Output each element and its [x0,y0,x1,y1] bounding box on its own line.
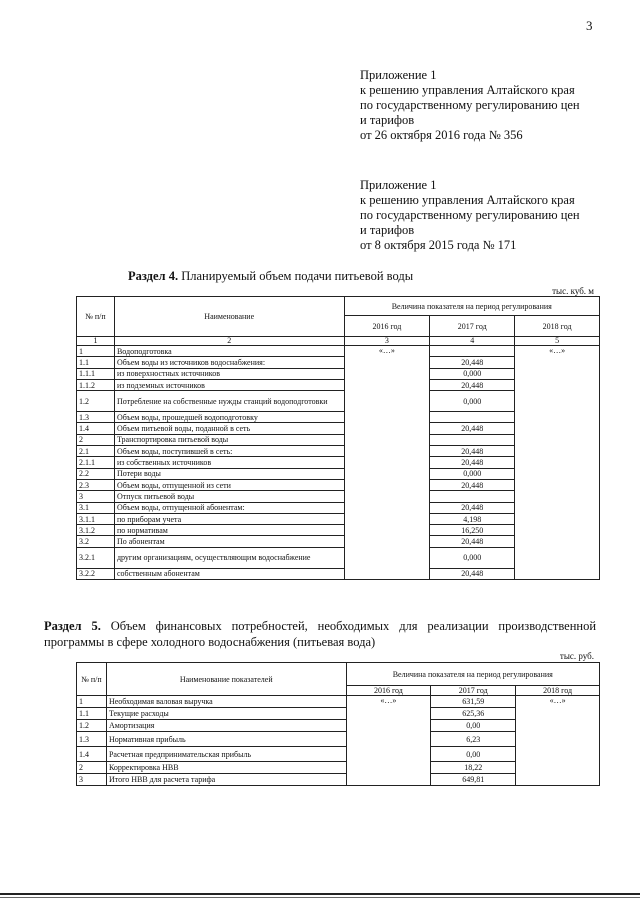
row-name: По абонентам [114,536,344,547]
row-number: 1 [77,696,107,708]
financial-needs-table [76,662,600,786]
header-2016: 2016 год [344,316,430,337]
value-2018: «…» [516,696,600,786]
appendix-line: и тарифов [360,223,415,237]
row-number: 3.1 [77,502,115,513]
row-number: 3.2 [77,536,115,547]
value-2017: 0,000 [430,468,515,479]
value-2017: 6,23 [431,732,516,747]
header-name: Наименование [114,297,344,337]
row-name: Транспортировка питьевой воды [114,434,344,445]
row-number: 1.4 [77,747,107,762]
section-5-title [44,618,596,650]
appendix-note-original [360,178,580,253]
row-number: 1.2 [77,391,115,412]
row-number: 1.4 [77,423,115,434]
value-2017: 631,59 [431,696,516,708]
table-row [77,346,600,357]
row-name: Потери воды [114,468,344,479]
section-4-heading: Планируемый объем подачи питьевой воды [181,269,414,283]
section-4-unit: тыс. куб. м [552,286,594,296]
row-name: Необходимая валовая выручка [106,696,346,708]
column-number: 2 [114,337,344,346]
row-name: Объем воды, отпущенной абонентам: [114,502,344,513]
row-name: из подземных источников [114,379,344,390]
column-number: 4 [430,337,515,346]
value-2017: 4,198 [430,513,515,524]
value-2017: 0,00 [431,720,516,732]
row-name: по приборам учета [114,513,344,524]
row-name: собственным абонентам [114,568,344,579]
value-2017: 20,448 [430,479,515,490]
row-name: Объем воды, прошедшей водоподготовку [114,412,344,423]
row-name: Водоподготовка [114,346,344,357]
column-number: 1 [77,337,115,346]
row-number: 1.1.2 [77,379,115,390]
header-name: Наименование показателей [106,663,346,696]
value-2017: 16,250 [430,525,515,536]
value-2017 [430,434,515,445]
value-2017: 20,448 [430,357,515,368]
header-2017: 2017 год [431,686,516,696]
value-2017 [430,491,515,502]
column-number: 5 [515,337,600,346]
row-name: Амортизация [106,720,346,732]
header-2018: 2018 год [516,686,600,696]
value-2018: «…» [515,346,600,580]
row-number: 3.2.1 [77,547,115,568]
table-row [77,696,600,708]
row-number: 2.1.1 [77,457,115,468]
value-2017: 20,448 [430,502,515,513]
section-4-title [128,268,413,284]
row-number: 2.1 [77,446,115,457]
header-2016: 2016 год [346,686,431,696]
row-name: Корректировка НВВ [106,762,346,774]
section-5-heading: Объем финансовых потребностей, необходимых для реализации производственной программы в сфере холодного водоснабжения (питьевая вода) [44,619,597,649]
appendix-line: по государственному регулированию цен [360,208,580,222]
value-2017 [430,412,515,423]
header-num: № п/п [77,663,107,696]
value-2016: «…» [344,346,430,580]
appendix-line: Приложение 1 [360,68,437,82]
row-name: другим организациям, осуществляющим водоснабжение [114,547,344,568]
row-name: Нормативная прибыль [106,732,346,747]
row-name: Отпуск питьевой воды [114,491,344,502]
row-name: Итого НВВ для расчета тарифа [106,774,346,786]
row-name: Объем воды, отпущенной из сети [114,479,344,490]
water-supply-volume-table [76,296,600,580]
row-name: Расчетная предпринимательская прибыль [106,747,346,762]
scan-bottom-edge-thin [0,897,640,898]
appendix-line: Приложение 1 [360,178,437,192]
row-number: 2.3 [77,479,115,490]
value-2017: 0,000 [430,391,515,412]
value-2017 [430,346,515,357]
row-number: 2 [77,762,107,774]
value-2017: 20,448 [430,446,515,457]
header-period: Величина показателя на период регулирования [346,663,600,686]
row-name: Текущие расходы [106,708,346,720]
row-number: 1.3 [77,732,107,747]
value-2017: 625,36 [431,708,516,720]
row-number: 1.1 [77,357,115,368]
value-2017: 0,00 [431,747,516,762]
appendix-line: от 26 октября 2016 года № 356 [360,128,523,142]
row-number: 3.2.2 [77,568,115,579]
page-number: 3 [586,18,593,33]
row-number: 1 [77,346,115,357]
row-name: Потребление на собственные нужды станций водоподготовки [114,391,344,412]
header-num: № п/п [77,297,115,337]
row-number: 1.2 [77,720,107,732]
row-name: по нормативам [114,525,344,536]
row-number: 3.1.2 [77,525,115,536]
value-2017: 0,000 [430,547,515,568]
row-name: Объем воды из источников водоснабжения: [114,357,344,368]
row-number: 3 [77,774,107,786]
appendix-line: и тарифов [360,113,415,127]
appendix-line: от 8 октября 2015 года № 171 [360,238,517,252]
header-2018: 2018 год [515,316,600,337]
section-5-unit: тыс. руб. [559,651,594,661]
row-number: 2 [77,434,115,445]
header-2017: 2017 год [430,316,515,337]
value-2017: 649,81 [431,774,516,786]
row-number: 1.1 [77,708,107,720]
row-name: из собственных источников [114,457,344,468]
row-number: 1.1.1 [77,368,115,379]
value-2017: 0,000 [430,368,515,379]
appendix-note-current [360,68,580,143]
row-number: 1.3 [77,412,115,423]
value-2017: 18,22 [431,762,516,774]
appendix-line: по государственному регулированию цен [360,98,580,112]
value-2017: 20,448 [430,379,515,390]
value-2017: 20,448 [430,536,515,547]
row-number: 3.1.1 [77,513,115,524]
header-period: Величина показателя на период регулирования [344,297,600,316]
row-number: 3 [77,491,115,502]
scan-bottom-edge [0,893,640,895]
row-name: из поверхностных источников [114,368,344,379]
value-2017: 20,448 [430,423,515,434]
value-2017: 20,448 [430,568,515,579]
appendix-line: к решению управления Алтайского края [360,83,575,97]
row-name: Объем воды, поступившей в сеть: [114,446,344,457]
value-2017: 20,448 [430,457,515,468]
value-2016: «…» [346,696,431,786]
appendix-line: к решению управления Алтайского края [360,193,575,207]
section-4-label: Раздел 4. [128,269,179,283]
section-5-label: Раздел 5. [44,619,101,633]
row-number: 2.2 [77,468,115,479]
row-name: Объем питьевой воды, поданной в сеть [114,423,344,434]
column-number: 3 [344,337,430,346]
